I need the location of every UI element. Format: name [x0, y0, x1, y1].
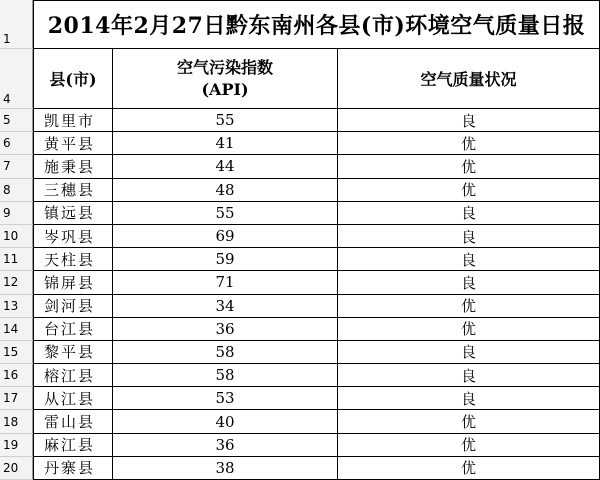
cell-county[interactable]: 台江县 — [33, 318, 113, 341]
cell-quality[interactable]: 优 — [338, 295, 600, 318]
cell-api[interactable]: 58 — [113, 341, 338, 364]
cell-api[interactable]: 59 — [113, 248, 338, 271]
cell-api[interactable]: 58 — [113, 364, 338, 387]
column-header-api[interactable] — [113, 49, 338, 109]
column-header-county[interactable]: 县(市) — [33, 49, 113, 109]
cell-api[interactable]: 36 — [113, 434, 338, 457]
cell-quality[interactable]: 良 — [338, 341, 600, 364]
api-header-line1: 空气污染指数 — [176, 57, 273, 77]
api-header-line2: (API) — [201, 79, 249, 99]
cell-quality[interactable]: 优 — [338, 132, 600, 155]
row-header[interactable]: 12 — [0, 271, 33, 294]
cell-api[interactable]: 71 — [113, 271, 338, 294]
cell-quality[interactable]: 优 — [338, 318, 600, 341]
cell-api[interactable]: 55 — [113, 109, 338, 132]
cell-quality[interactable]: 良 — [338, 225, 600, 248]
cell-quality[interactable]: 良 — [338, 202, 600, 225]
row-header[interactable]: 4 — [0, 49, 33, 109]
cell-api[interactable]: 48 — [113, 179, 338, 202]
cell-county[interactable]: 雷山县 — [33, 410, 113, 433]
cell-api[interactable]: 38 — [113, 457, 338, 480]
row-header[interactable]: 19 — [0, 434, 33, 457]
cell-quality[interactable]: 优 — [338, 179, 600, 202]
cell-quality[interactable]: 良 — [338, 248, 600, 271]
cell-quality[interactable]: 优 — [338, 434, 600, 457]
row-header[interactable]: 8 — [0, 179, 33, 202]
cell-api[interactable]: 55 — [113, 202, 338, 225]
cell-api[interactable]: 44 — [113, 155, 338, 178]
row-header[interactable]: 5 — [0, 109, 33, 132]
row-header[interactable]: 11 — [0, 248, 33, 271]
cell-api[interactable]: 69 — [113, 225, 338, 248]
cell-quality[interactable]: 良 — [338, 109, 600, 132]
cell-county[interactable]: 天柱县 — [33, 248, 113, 271]
cell-county[interactable]: 锦屏县 — [33, 271, 113, 294]
cell-api[interactable]: 53 — [113, 387, 338, 410]
cell-quality[interactable]: 良 — [338, 364, 600, 387]
cell-api[interactable]: 34 — [113, 295, 338, 318]
row-header[interactable]: 7 — [0, 155, 33, 178]
cell-county[interactable]: 丹寨县 — [33, 457, 113, 480]
row-header[interactable]: 1 — [0, 0, 33, 49]
cell-county[interactable]: 剑河县 — [33, 295, 113, 318]
cell-county[interactable]: 黎平县 — [33, 341, 113, 364]
cell-quality[interactable]: 良 — [338, 271, 600, 294]
cell-county[interactable]: 榕江县 — [33, 364, 113, 387]
row-header[interactable]: 6 — [0, 132, 33, 155]
cell-county[interactable]: 凯里市 — [33, 109, 113, 132]
cell-api[interactable]: 41 — [113, 132, 338, 155]
cell-quality[interactable]: 优 — [338, 155, 600, 178]
cell-county[interactable]: 岑巩县 — [33, 225, 113, 248]
row-header[interactable]: 10 — [0, 225, 33, 248]
cell-api[interactable]: 40 — [113, 410, 338, 433]
cell-county[interactable]: 施秉县 — [33, 155, 113, 178]
cell-quality[interactable]: 优 — [338, 457, 600, 480]
cell-county[interactable]: 黄平县 — [33, 132, 113, 155]
row-header[interactable]: 13 — [0, 295, 33, 318]
cell-quality[interactable]: 优 — [338, 410, 600, 433]
cell-api[interactable]: 36 — [113, 318, 338, 341]
cell-county[interactable]: 从江县 — [33, 387, 113, 410]
cell-quality[interactable]: 良 — [338, 387, 600, 410]
column-header-quality[interactable]: 空气质量状况 — [338, 49, 600, 109]
row-header[interactable]: 17 — [0, 387, 33, 410]
report-title[interactable]: 2014年2月27日黔东南州各县(市)环境空气质量日报 — [33, 0, 600, 49]
row-header[interactable]: 14 — [0, 318, 33, 341]
row-header[interactable]: 9 — [0, 202, 33, 225]
cell-county[interactable]: 麻江县 — [33, 434, 113, 457]
row-header[interactable]: 18 — [0, 410, 33, 433]
cell-county[interactable]: 三穗县 — [33, 179, 113, 202]
row-header[interactable]: 16 — [0, 364, 33, 387]
row-header[interactable]: 15 — [0, 341, 33, 364]
row-header[interactable]: 20 — [0, 457, 33, 480]
cell-county[interactable]: 镇远县 — [33, 202, 113, 225]
